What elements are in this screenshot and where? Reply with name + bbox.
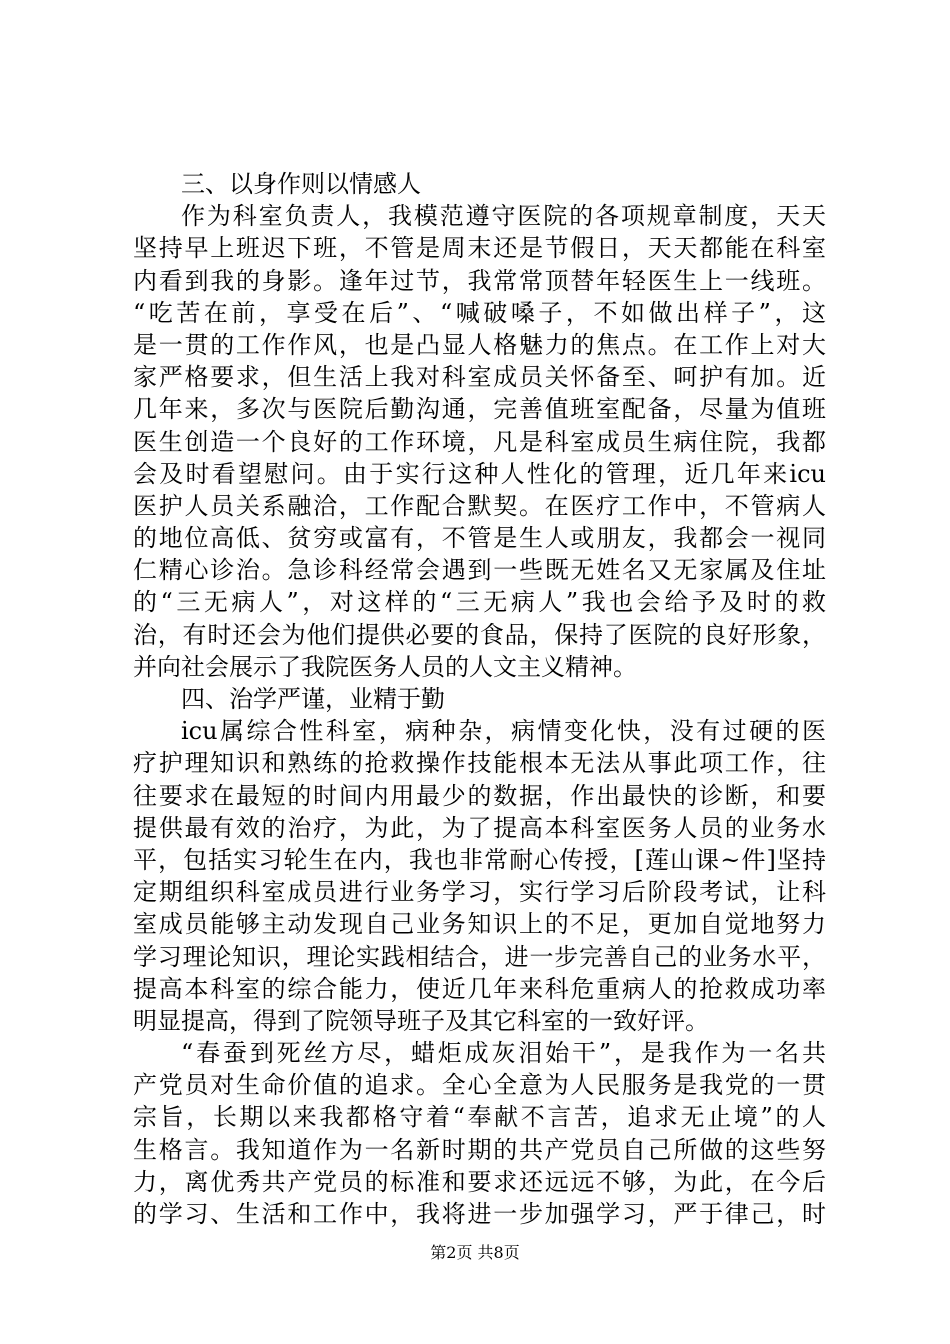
text-line: 治，有时还会为他们提供必要的食品，保持了医院的良好形象， bbox=[133, 620, 826, 649]
text-line: 力，离优秀共产党员的标准和要求还远远不够，为此，在今后 bbox=[133, 1167, 826, 1196]
text-line: 提供最有效的治疗，为此，为了提高本科室医务人员的业务水 bbox=[133, 813, 826, 842]
text-line: 的学习、生活和工作中，我将进一步加强学习，严于律己，时 bbox=[133, 1200, 826, 1228]
text-line: 提高本科室的综合能力，使近几年来科危重病人的抢救成功率 bbox=[133, 974, 826, 1003]
text-line: 平，包括实习轮生在内，我也非常耐心传授，[莲山课~件]坚持 bbox=[133, 845, 826, 874]
text-line: 并向社会展示了我院医务人员的人文主义精神。 bbox=[133, 652, 637, 681]
text-line: 疗护理知识和熟练的抢救操作技能根本无法从事此项工作，往 bbox=[133, 749, 826, 778]
paragraph-first-line: 三、以身作则以情感人 bbox=[181, 170, 421, 198]
text-line: 的“三无病人”，对这样的“三无病人”我也会给予及时的救 bbox=[133, 588, 826, 617]
text-line: 医护人员关系融洽，工作配合默契。在医疗工作中，不管病人 bbox=[133, 491, 826, 520]
paragraph-first-line: icu属综合性科室，病种杂，病情变化快，没有过硬的医 bbox=[181, 717, 826, 746]
text-line: 室成员能够主动发现自己业务知识上的不足，更加自觉地努力 bbox=[133, 910, 826, 939]
text-line: 内看到我的身影。逢年过节，我常常顶替年轻医生上一线班。 bbox=[133, 266, 826, 295]
text-line: 的地位高低、贫穷或富有，不管是生人或朋友，我都会一视同 bbox=[133, 524, 826, 553]
text-line: 产党员对生命价值的追求。全心全意为人民服务是我党的一贯 bbox=[133, 1071, 826, 1100]
text-line: “吃苦在前，享受在后”、“喊破嗓子，不如做出样子”，这 bbox=[133, 298, 826, 327]
text-line: 几年来，多次与医院后勤沟通，完善值班室配备，尽量为值班 bbox=[133, 395, 826, 424]
text-line: 是一贯的工作作风，也是凸显人格魅力的焦点。在工作上对大 bbox=[133, 330, 826, 359]
paragraph-first-line: 四、治学严谨，业精于勤 bbox=[181, 685, 445, 713]
paragraph-first-line: 作为科室负责人，我模范遵守医院的各项规章制度，天天 bbox=[181, 202, 826, 231]
text-line: 坚持早上班迟下班，不管是周末还是节假日，天天都能在科室 bbox=[133, 234, 826, 263]
paragraph-first-line: “春蚕到死丝方尽，蜡炬成灰泪始干”，是我作为一名共 bbox=[181, 1039, 826, 1068]
text-line: 往要求在最短的时间内用最少的数据，作出最快的诊断，和要 bbox=[133, 781, 826, 810]
page-footer: 第2页 共8页 bbox=[430, 1243, 520, 1262]
text-line: 家严格要求，但生活上我对科室成员关怀备至、呵护有加。近 bbox=[133, 363, 826, 392]
text-line: 生格言。我知道作为一名新时期的共产党员自己所做的这些努 bbox=[133, 1135, 826, 1164]
document-body bbox=[133, 168, 826, 1230]
text-line: 定期组织科室成员进行业务学习，实行学习后阶段考试，让科 bbox=[133, 878, 826, 907]
text-line: 宗旨，长期以来我都格守着“奉献不言苦，追求无止境”的人 bbox=[133, 1103, 826, 1132]
text-line: 仁精心诊治。急诊科经常会遇到一些既无姓名又无家属及住址 bbox=[133, 556, 826, 585]
text-line: 医生创造一个良好的工作环境，凡是科室成员生病住院，我都 bbox=[133, 427, 826, 456]
text-line: 明显提高，得到了院领导班子及其它科室的一致好评。 bbox=[133, 1006, 709, 1035]
text-line: 学习理论知识，理论实践相结合，进一步完善自己的业务水平， bbox=[133, 942, 826, 971]
text-line: 会及时看望慰问。由于实行这种人性化的管理，近几年来icu bbox=[133, 459, 826, 488]
